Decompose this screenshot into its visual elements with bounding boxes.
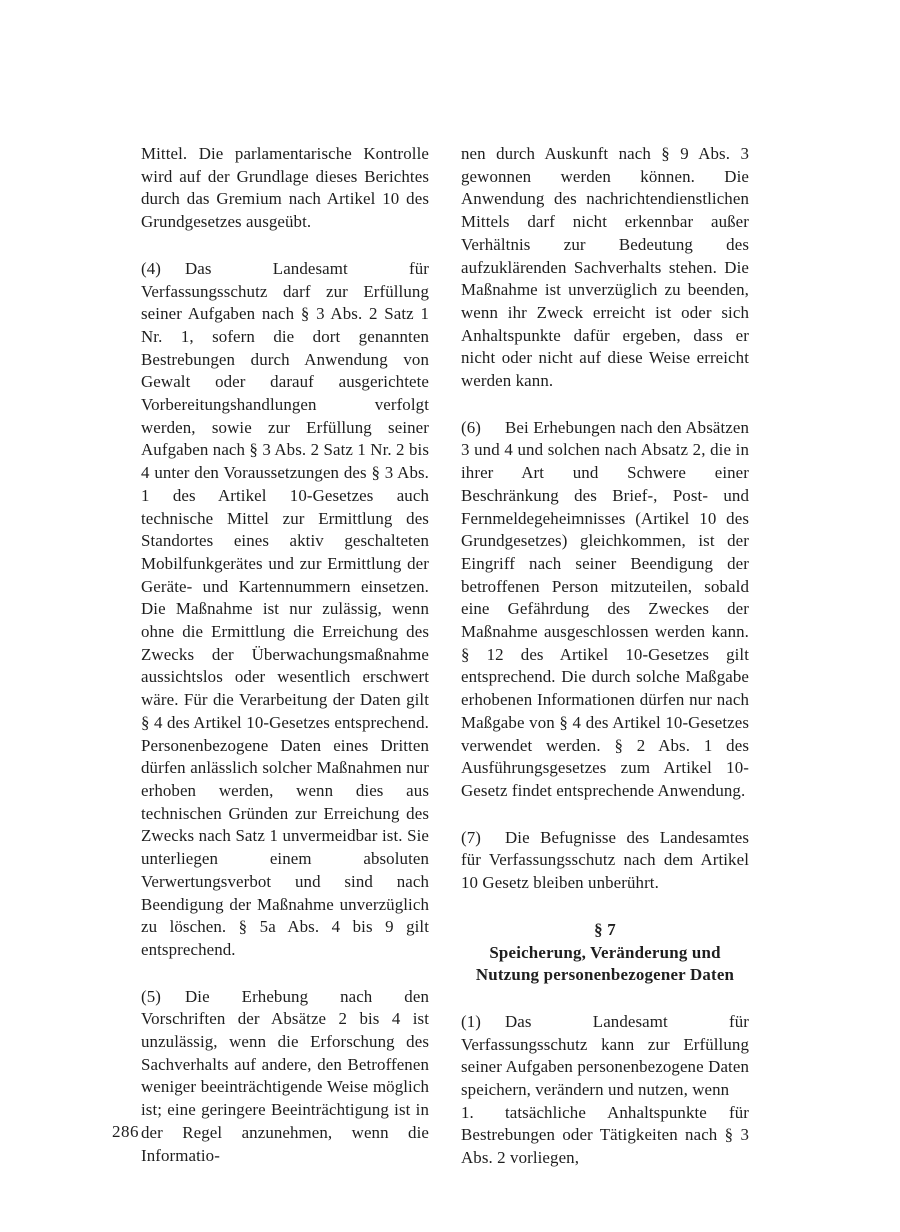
paragraph: [141, 986, 429, 1168]
paragraph: [141, 143, 429, 234]
paragraph-text: nen durch Auskunft nach § 9 Abs. 3 gewonnen werden können. Die Anwendung des nachrichtendienstlichen Mittels darf nicht erkennbar außer Verhältnis zur Bedeutung des aufzuklärenden Sachverhalts stehen. Die Maßnahme ist unverzüglich zu beenden, wenn ihr Zweck erreicht ist oder sich Anhaltspunkte dafür ergeben, dass er nicht oder nicht auf diese Weise erreicht werden kann.: [461, 144, 749, 391]
paragraph: [461, 1102, 749, 1170]
paragraph-number: (1): [461, 1011, 481, 1031]
paragraph-number: (5): [141, 986, 161, 1006]
paragraph-text: Das Landesamt für Verfassungsschutz darf zur Erfüllung seiner Aufgaben nach § 3 Abs. 2 Satz 1 Nr. 1, sofern die dort genannten Bestrebungen durch Anwendung von Gewalt oder darauf ausgerichtete Vorbereitungshandlungen verfolgt werden, sowie zur Erfüllung seiner Aufgaben nach § 3 Abs. 2 Satz 1 Nr. 2 bis 4 unter den Voraussetzungen des § 3 Abs. 1 des Artikel 10-Gesetzes auch technische Mittel zur Ermittlung des Standortes eines aktiv geschalteten Mobilfunkgerätes und zur Ermittlung der Geräte- und Kartennummern einsetzen. Die Maßnahme ist nur zulässig, wenn ohne die Ermittlung die Erreichung des Zwecks der Überwachungsmaßnahme aussichtslos oder wesentlich erschwert wäre. Für die Verarbeitung der Daten gilt § 4 des Artikel 10-Gesetzes entsprechend. Personenbezogene Daten eines Dritten dürfen anlässlich solcher Maßnahmen nur erhoben werden, wenn dies aus technischen Gründen zur Erreichung des Zwecks nach Satz 1 unvermeidbar ist. Sie unterliegen einem absoluten Verwertungsverbot und sind nach Beendigung der Maßnahme unverzüglich zu löschen. § 5a Abs. 4 bis 9 gilt entsprechend.: [141, 258, 429, 959]
heading-line: § 7: [594, 919, 616, 939]
paragraph-number: (7): [461, 827, 481, 847]
paragraph: [461, 1011, 749, 1102]
heading-line: Speicherung, Veränderung und: [489, 942, 721, 962]
paragraph-text: Die Befugnisse des Landesamtes für Verfassungsschutz nach dem Artikel 10 Gesetz bleiben unberührt.: [461, 827, 749, 893]
paragraph: [461, 143, 749, 393]
section-heading: [461, 919, 749, 987]
left-column: [141, 143, 429, 1194]
text-block: [141, 143, 749, 1194]
paragraph-text: tatsächliche Anhaltspunkte für Bestrebungen oder Tätigkeiten nach § 3 Abs. 2 vorliegen,: [461, 1102, 749, 1168]
paragraph: [141, 258, 429, 962]
right-column: [461, 143, 749, 1194]
paragraph-number: (6): [461, 417, 481, 437]
paragraph-text: Das Landesamt für Verfassungsschutz kann zur Erfüllung seiner Aufgaben personenbezogene Daten speichern, verändern und nutzen, wenn: [461, 1011, 749, 1100]
paragraph-number: (4): [141, 258, 161, 278]
heading-line: Nutzung personenbezogener Daten: [475, 965, 735, 985]
paragraph: [461, 827, 749, 895]
paragraph: [461, 417, 749, 803]
paragraph-number: 1.: [461, 1102, 474, 1122]
paragraph-text: Bei Erhebungen nach den Absätzen 3 und 4 und solchen nach Absatz 2, die in ihrer Art und Schwere einer Beschränkung des Brief-, Post- und Fernmeldegeheimnisses (Artikel 10 des Grundgesetzes) gleichkommen, ist der Eingriff nach seiner Beendigung der betroffenen Person mitzuteilen, sobald eine Gefährdung des Zweckes der Maßnahme ausgeschlossen werden kann. § 12 des Artikel 10-Gesetzes gilt entsprechend. Die durch solche Maßgabe erhobenen Informationen dürfen nur nach Maßgabe von § 4 des Artikel 10-Gesetzes verwendet werden. § 2 Abs. 1 des Ausführungsgesetzes zum Artikel 10-Gesetz findet entsprechende Anwendung.: [461, 417, 749, 800]
page-number: 286: [112, 1122, 139, 1141]
paragraph-text: Mittel. Die parlamentarische Kontrolle wird auf der Grundlage dieses Berichtes durch das Gremium nach Artikel 10 des Grundgesetzes ausgeübt.: [141, 144, 429, 232]
paragraph-text: Die Erhebung nach den Vorschriften der Absätze 2 bis 4 ist unzulässig, wenn die Erforschung des Sachverhalts auf andere, den Betroffenen weniger beeinträchtigende Weise möglich ist; eine geringere Beeinträchtigung ist in der Regel anzunehmen, wenn die Informatio-: [141, 986, 429, 1165]
